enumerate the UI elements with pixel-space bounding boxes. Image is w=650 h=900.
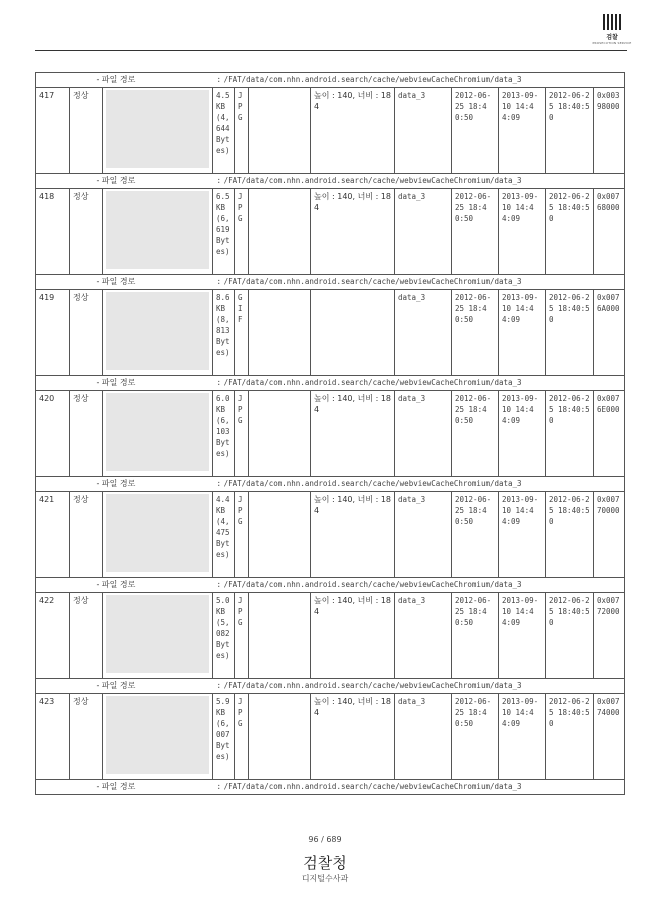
created-time: 2012-06-25 18:40:50 xyxy=(452,391,499,477)
source-file: data_3 xyxy=(395,290,452,376)
record-number: 418 xyxy=(36,189,70,275)
header-divider xyxy=(35,50,627,51)
file-type: JPG xyxy=(235,492,249,578)
path-row xyxy=(36,780,625,795)
source-file: data_3 xyxy=(395,593,452,679)
curly-hair-portrait-icon xyxy=(106,393,209,471)
record-number: 419 xyxy=(36,290,70,376)
meta-cell xyxy=(249,593,311,679)
page-number: 96 / 689 xyxy=(308,835,342,844)
path-spacer xyxy=(36,578,70,593)
image-dimensions xyxy=(311,290,395,376)
path-spacer xyxy=(36,275,70,290)
file-path-label: - 파일 경로 xyxy=(96,176,136,185)
thumbnail-cell xyxy=(103,88,213,174)
thumbnail-cell xyxy=(103,391,213,477)
file-path-colon: : xyxy=(216,277,222,286)
file-size: 6.5 KB (6,619 Bytes) xyxy=(213,189,235,275)
file-path-cell xyxy=(70,477,625,492)
file-path-colon: : xyxy=(216,479,222,488)
table-row xyxy=(36,492,625,578)
file-type: JPG xyxy=(235,391,249,477)
file-path-value: /FAT/data/com.nhn.android.search/cache/webviewCacheChromium/data_3 xyxy=(223,378,522,387)
file-size: 6.0 KB (6,103 Bytes) xyxy=(213,391,235,477)
sitting-women-icon xyxy=(106,494,209,572)
cartoon-kids-icon xyxy=(106,292,209,370)
file-size: 4.4 KB (4,475 Bytes) xyxy=(213,492,235,578)
meta-cell xyxy=(249,290,311,376)
file-path-cell xyxy=(70,73,625,88)
file-path-label: - 파일 경로 xyxy=(96,580,136,589)
image-dimensions: 높이 : 140, 너비 : 184 xyxy=(311,694,395,780)
file-path-cell xyxy=(70,578,625,593)
file-path-label: - 파일 경로 xyxy=(96,277,136,286)
record-status: 정상 xyxy=(70,88,103,174)
file-path-cell xyxy=(70,376,625,391)
path-row xyxy=(36,376,625,391)
file-path-colon: : xyxy=(216,75,222,84)
file-path-cell xyxy=(70,679,625,694)
accessed-time: 2012-06-25 18:40:50 xyxy=(546,593,594,679)
accessed-time: 2012-06-25 18:40:50 xyxy=(546,492,594,578)
path-row xyxy=(36,477,625,492)
record-number: 420 xyxy=(36,391,70,477)
record-status: 정상 xyxy=(70,694,103,780)
file-size: 5.9 KB (6,007 Bytes) xyxy=(213,694,235,780)
image-dimensions: 높이 : 140, 너비 : 184 xyxy=(311,88,395,174)
file-offset: 0x00398000 xyxy=(594,88,625,174)
prosecution-logo xyxy=(592,14,632,45)
created-time: 2012-06-25 18:40:50 xyxy=(452,492,499,578)
table-row xyxy=(36,88,625,174)
file-path-cell xyxy=(70,780,625,795)
file-type: JPG xyxy=(235,694,249,780)
table-row xyxy=(36,189,625,275)
footer-organization: 검찰청 xyxy=(303,854,347,872)
file-type: JPG xyxy=(235,189,249,275)
path-row xyxy=(36,73,625,88)
source-file: data_3 xyxy=(395,189,452,275)
path-spacer xyxy=(36,376,70,391)
table-row xyxy=(36,593,625,679)
record-status: 정상 xyxy=(70,189,103,275)
image-dimensions: 높이 : 140, 너비 : 184 xyxy=(311,593,395,679)
file-offset: 0x00770000 xyxy=(594,492,625,578)
created-time: 2012-06-25 18:40:50 xyxy=(452,290,499,376)
baseball-player-icon xyxy=(106,191,209,269)
file-path-colon: : xyxy=(216,378,222,387)
source-file: data_3 xyxy=(395,391,452,477)
thumbnail-cell xyxy=(103,593,213,679)
file-type: JPG xyxy=(235,88,249,174)
modified-time: 2013-09-10 14:44:09 xyxy=(499,88,546,174)
source-file: data_3 xyxy=(395,694,452,780)
file-path-label: - 파일 경로 xyxy=(96,479,136,488)
file-path-value: /FAT/data/com.nhn.android.search/cache/webviewCacheChromium/data_3 xyxy=(223,176,522,185)
file-path-colon: : xyxy=(216,176,222,185)
path-spacer xyxy=(36,679,70,694)
file-path-value: /FAT/data/com.nhn.android.search/cache/webviewCacheChromium/data_3 xyxy=(223,479,522,488)
path-spacer xyxy=(36,174,70,189)
modified-time: 2013-09-10 14:44:09 xyxy=(499,694,546,780)
accessed-time: 2012-06-25 18:40:50 xyxy=(546,88,594,174)
file-path-value: /FAT/data/com.nhn.android.search/cache/webviewCacheChromium/data_3 xyxy=(223,75,522,84)
record-number: 422 xyxy=(36,593,70,679)
file-path-value: /FAT/data/com.nhn.android.search/cache/webviewCacheChromium/data_3 xyxy=(223,580,522,589)
file-path-cell xyxy=(70,174,625,189)
file-records-table xyxy=(35,72,625,795)
car-front-icon xyxy=(106,90,209,168)
record-status: 정상 xyxy=(70,391,103,477)
table-row xyxy=(36,694,625,780)
image-dimensions: 높이 : 140, 너비 : 184 xyxy=(311,492,395,578)
accessed-time: 2012-06-25 18:40:50 xyxy=(546,189,594,275)
record-number: 423 xyxy=(36,694,70,780)
modified-time: 2013-09-10 14:44:09 xyxy=(499,290,546,376)
table-row xyxy=(36,391,625,477)
file-type: JPG xyxy=(235,593,249,679)
webpage-screenshot-icon xyxy=(106,696,209,774)
file-offset: 0x00768000 xyxy=(594,189,625,275)
path-row xyxy=(36,679,625,694)
thumbnail-cell xyxy=(103,290,213,376)
path-spacer xyxy=(36,73,70,88)
modified-time: 2013-09-10 14:44:09 xyxy=(499,391,546,477)
image-dimensions: 높이 : 140, 너비 : 184 xyxy=(311,189,395,275)
record-status: 정상 xyxy=(70,492,103,578)
logo-text: 검찰 xyxy=(606,34,618,41)
file-size: 4.5 KB (4,644 Bytes) xyxy=(213,88,235,174)
file-path-value: /FAT/data/com.nhn.android.search/cache/webviewCacheChromium/data_3 xyxy=(223,681,522,690)
table-row xyxy=(36,290,625,376)
logo-subtext: PROSECUTION SERVICE xyxy=(592,41,632,45)
created-time: 2012-06-25 18:40:50 xyxy=(452,88,499,174)
meta-cell xyxy=(249,694,311,780)
file-path-label: - 파일 경로 xyxy=(96,681,136,690)
meta-cell xyxy=(249,391,311,477)
file-path-label: - 파일 경로 xyxy=(96,378,136,387)
path-spacer xyxy=(36,477,70,492)
accessed-time: 2012-06-25 18:40:50 xyxy=(546,290,594,376)
file-path-label: - 파일 경로 xyxy=(96,75,136,84)
created-time: 2012-06-25 18:40:50 xyxy=(452,694,499,780)
thumbnail-cell xyxy=(103,189,213,275)
file-offset: 0x00774000 xyxy=(594,694,625,780)
thumbnail-cell xyxy=(103,694,213,780)
file-path-colon: : xyxy=(216,782,222,791)
logo-bars-icon xyxy=(592,14,632,30)
file-offset: 0x00772000 xyxy=(594,593,625,679)
meta-cell xyxy=(249,88,311,174)
file-size: 8.6 KB (8,813 Bytes) xyxy=(213,290,235,376)
file-type: GIF xyxy=(235,290,249,376)
meta-cell xyxy=(249,189,311,275)
accessed-time: 2012-06-25 18:40:50 xyxy=(546,391,594,477)
modified-time: 2013-09-10 14:44:09 xyxy=(499,189,546,275)
thumbnail-cell xyxy=(103,492,213,578)
modified-time: 2013-09-10 14:44:09 xyxy=(499,593,546,679)
record-number: 417 xyxy=(36,88,70,174)
file-path-value: /FAT/data/com.nhn.android.search/cache/webviewCacheChromium/data_3 xyxy=(223,277,522,286)
file-path-cell xyxy=(70,275,625,290)
record-number: 421 xyxy=(36,492,70,578)
source-file: data_3 xyxy=(395,88,452,174)
spoons-spices-icon xyxy=(106,595,209,673)
source-file: data_3 xyxy=(395,492,452,578)
file-path-value: /FAT/data/com.nhn.android.search/cache/webviewCacheChromium/data_3 xyxy=(223,782,522,791)
created-time: 2012-06-25 18:40:50 xyxy=(452,189,499,275)
modified-time: 2013-09-10 14:44:09 xyxy=(499,492,546,578)
footer-department: 디지털수사과 xyxy=(301,874,349,883)
path-spacer xyxy=(36,780,70,795)
file-size: 5.0 KB (5,082 Bytes) xyxy=(213,593,235,679)
created-time: 2012-06-25 18:40:50 xyxy=(452,593,499,679)
file-path-label: - 파일 경로 xyxy=(96,782,136,791)
path-row xyxy=(36,578,625,593)
records-body xyxy=(36,73,625,795)
file-offset: 0x0076A000 xyxy=(594,290,625,376)
file-path-colon: : xyxy=(216,681,222,690)
image-dimensions: 높이 : 140, 너비 : 184 xyxy=(311,391,395,477)
file-path-colon: : xyxy=(216,580,222,589)
file-offset: 0x0076E000 xyxy=(594,391,625,477)
path-row xyxy=(36,275,625,290)
accessed-time: 2012-06-25 18:40:50 xyxy=(546,694,594,780)
record-status: 정상 xyxy=(70,290,103,376)
meta-cell xyxy=(249,492,311,578)
record-status: 정상 xyxy=(70,593,103,679)
path-row xyxy=(36,174,625,189)
